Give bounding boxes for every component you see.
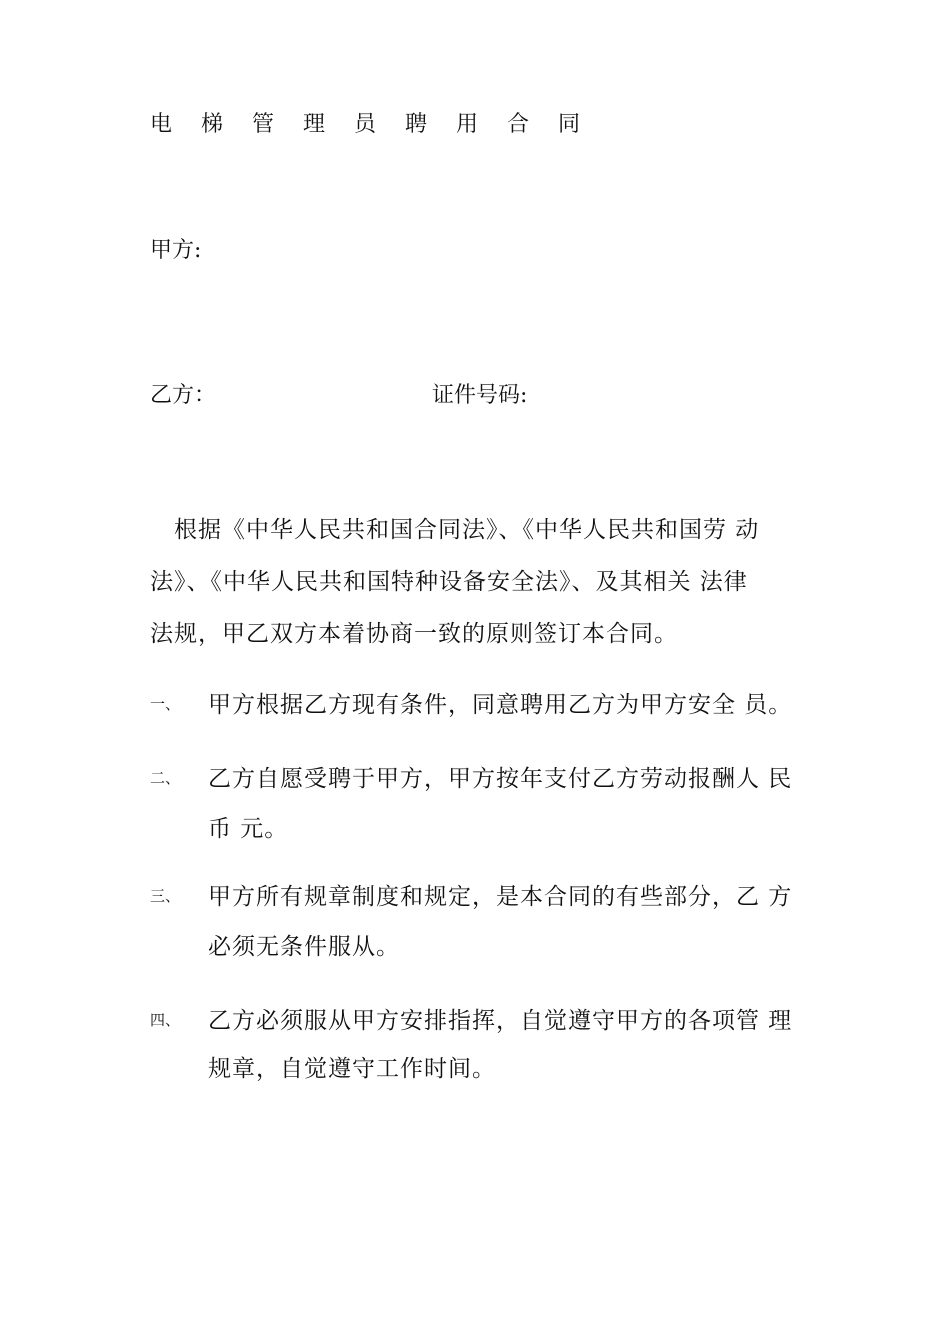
document-title: 电 梯 管 理 员 聘 用 合 同: [150, 112, 591, 137]
clause-text: 币 元。: [208, 816, 289, 842]
preamble-line: 根据《中华人民共和国合同法》、《中华人民共和国劳 动: [174, 517, 760, 543]
preamble-line: 法》、《中华人民共和国特种设备安全法》、及其相关 法律: [150, 569, 748, 595]
id-number-label: 证件号码:: [432, 383, 528, 408]
clause-number: 四、: [150, 1011, 181, 1029]
party-b-label: 乙方：: [150, 383, 217, 408]
clause-text: 必须无条件服从。: [208, 934, 400, 960]
clause-text: 乙方自愿受聘于甲方，甲方按年支付乙方劳动报酬人 民: [208, 766, 793, 792]
clause-number: 三、: [150, 887, 181, 905]
preamble-line: 法规，甲乙双方本着协商一致的原则签订本合同。: [150, 621, 678, 647]
clause-text: 规章，自觉遵守工作时间。: [208, 1056, 496, 1082]
clause-number: 二、: [150, 769, 181, 787]
clause-text: 乙方必须服从甲方安排指挥，自觉遵守甲方的各项管 理: [208, 1008, 793, 1034]
party-a-label: 甲方:: [150, 238, 202, 263]
clause-text: 甲方根据乙方现有条件，同意聘用乙方为甲方安全 员。: [208, 692, 793, 718]
clause-number: 一、: [150, 695, 181, 713]
clause-text: 甲方所有规章制度和规定，是本合同的有些部分，乙 方: [208, 884, 793, 910]
